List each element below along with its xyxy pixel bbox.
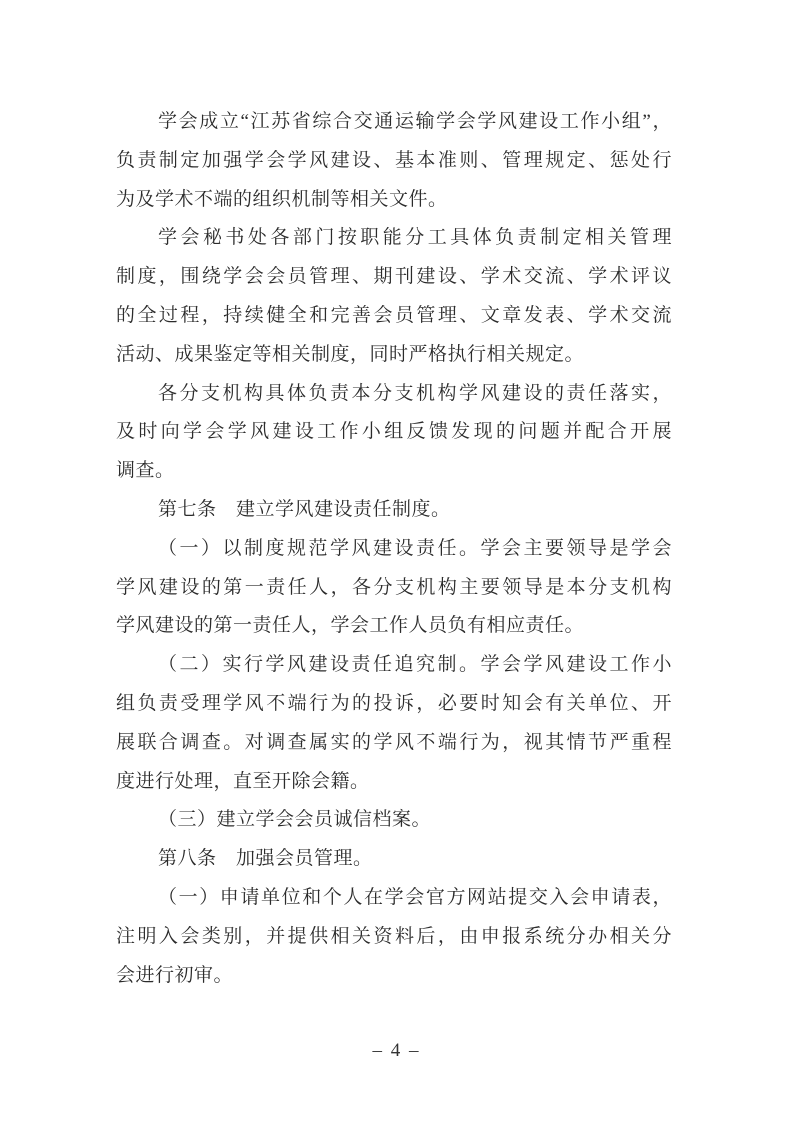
- text-line: 及时向学会学风建设工作小组反馈发现的问题并配合开展: [116, 421, 672, 443]
- text-line: 会进行初审。: [116, 964, 234, 986]
- document-body: [116, 103, 672, 995]
- text-line: 负责制定加强学会学风建设、基本准则、管理规定、惩处行: [116, 149, 672, 171]
- text-line: 第八条 加强会员管理。: [158, 848, 373, 870]
- text-line: 的全过程，持续健全和完善会员管理、文章发表、学术交流: [116, 304, 672, 326]
- text-line: 为及学术不端的组织机制等相关文件。: [116, 188, 448, 210]
- text-line: 注明入会类别，并提供相关资料后，由申报系统分办相关分: [116, 925, 672, 947]
- text-line: 各分支机构具体负责本分支机构学风建设的责任落实，: [158, 382, 672, 404]
- text-line: 度进行处理，直至开除会籍。: [116, 770, 370, 792]
- text-line: （一）以制度规范学风建设责任。学会主要领导是学会: [158, 537, 672, 559]
- paragraph: [116, 103, 672, 219]
- text-line: 学会秘书处各部门按职能分工具体负责制定相关管理: [158, 227, 672, 249]
- paragraph: [116, 219, 672, 374]
- text-line: 学会成立“江苏省综合交通运输学会学风建设工作小组”，: [158, 111, 672, 132]
- text-line: （三）建立学会会员诚信档案。: [158, 809, 432, 831]
- text-line: 展联合调查。对调查属实的学风不端行为，视其情节严重程: [116, 731, 672, 753]
- paragraph: [116, 646, 672, 801]
- paragraph: [116, 530, 672, 646]
- text-line: 第七条 建立学风建设责任制度。: [158, 498, 451, 520]
- text-line: 制度，围绕学会会员管理、期刊建设、学术交流、学术评议: [116, 266, 672, 288]
- text-line: （一）申请单位和个人在学会官方网站提交入会申请表，: [158, 886, 672, 908]
- paragraph: [116, 375, 672, 491]
- text-line: 活动、成果鉴定等相关制度，同时严格执行相关规定。: [116, 343, 585, 365]
- text-line: 组负责受理学风不端行为的投诉，必要时知会有关单位、开: [116, 692, 672, 714]
- paragraph: [116, 840, 672, 879]
- paragraph: [116, 879, 672, 995]
- text-line: 学风建设的第一责任人，学会工作人员负有相应责任。: [116, 615, 585, 637]
- paragraph: [116, 801, 672, 840]
- text-line: （二）实行学风建设责任追究制。学会学风建设工作小: [158, 654, 672, 676]
- paragraph: [116, 491, 672, 530]
- page-number: – 4 –: [372, 1040, 421, 1061]
- text-line: 调查。: [116, 460, 175, 482]
- text-line: 学风建设的第一责任人，各分支机构主要领导是本分支机构: [116, 576, 672, 598]
